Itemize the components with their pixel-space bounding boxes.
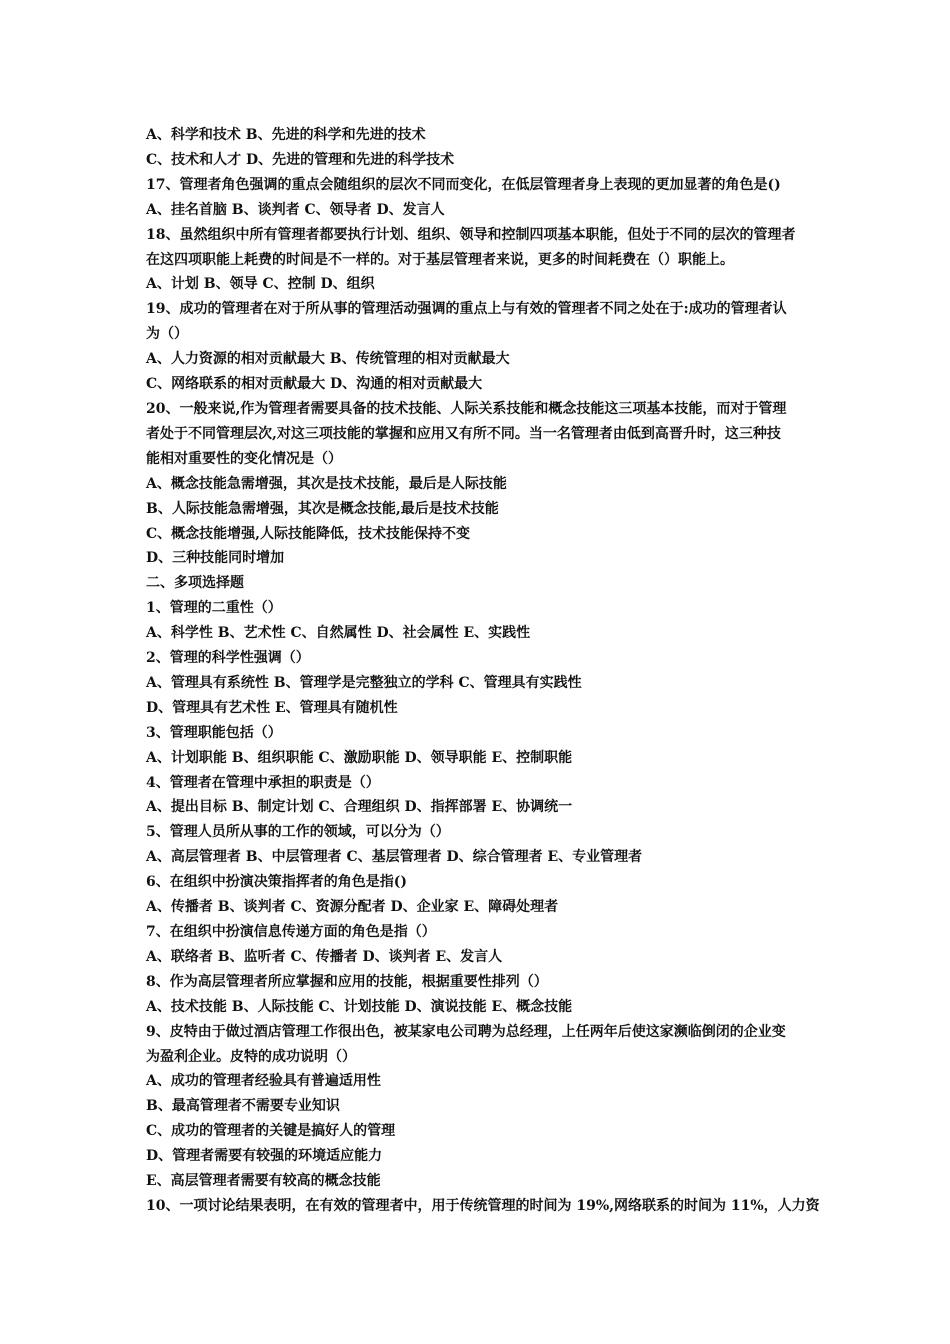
text-line: 在这四项职能上耗费的时间是不一样的。对于基层管理者来说，更多的时间耗费在（）职能上。 (146, 251, 734, 268)
mc-question-5: 5、管理人员所从事的工作的领域，可以分为（） (146, 824, 450, 841)
text-line: A、计划职能 B、组织职能 C、激励职能 D、领导职能 E、控制职能 (146, 749, 573, 766)
text-line: A、提出目标 B、制定计划 C、合理组织 D、指挥部署 E、协调统一 (146, 799, 573, 816)
text-line: A、挂名首脑 B、谈判者 C、领导者 D、发言人 (146, 201, 445, 218)
text-line: A、高层管理者 B、中层管理者 C、基层管理者 D、综合管理者 E、专业管理者 (146, 849, 643, 866)
text-line: A、管理具有系统性 B、管理学是完整独立的学科 C、管理具有实践性 (146, 674, 582, 691)
text-line: A、联络者 B、监听者 C、传播者 D、谈判者 E、发言人 (146, 948, 503, 965)
question-18: 18、虽然组织中所有管理者都要执行计划、组织、领导和控制四项基本职能，但处于不同的层次的管理者 (146, 226, 796, 243)
mc-question-10: 10、一项讨论结果表明，在有效的管理者中，用于传统管理的时间为 19%,网络联系的时间为 11%，人力资 (146, 1197, 820, 1214)
text-line: A、科学性 B、艺术性 C、自然属性 D、社会属性 E、实践性 (146, 625, 531, 642)
text-line: A、传播者 B、谈判者 C、资源分配者 D、企业家 E、障碍处理者 (146, 899, 559, 916)
text-line: A、计划 B、领导 C、控制 D、组织 (146, 276, 375, 293)
question-17: 17、管理者角色强调的重点会随组织的层次不同而变化，在低层管理者身上表现的更加显著的角色是() (146, 176, 781, 193)
text-line: 能相对重要性的变化情况是（） (146, 450, 342, 467)
mc-question-8: 8、作为高层管理者所应掌握和应用的技能，根据重要性排列（） (146, 973, 548, 990)
mc-question-6: 6、在组织中扮演决策指挥者的角色是指() (146, 874, 407, 891)
mc-question-3: 3、管理职能包括（） (146, 724, 282, 741)
text-line: E、高层管理者需要有较高的概念技能 (146, 1173, 381, 1190)
text-line: C、成功的管理者的关键是搞好人的管理 (146, 1123, 396, 1140)
text-line: B、最高管理者不需要专业知识 (146, 1098, 340, 1115)
text-line: A、科学和技术 B、先进的科学和先进的技术 (146, 127, 426, 143)
mc-question-7: 7、在组织中扮演信息传递方面的角色是指（） (146, 924, 436, 940)
text-line: C、网络联系的相对贡献最大 D、沟通的相对贡献最大 (146, 376, 483, 393)
section-heading: 二、多项选择题 (146, 575, 244, 592)
text-line: B、人际技能急需增强，其次是概念技能,最后是技术技能 (146, 500, 499, 517)
mc-question-9: 9、皮特由于做过酒店管理工作很出色，被某家电公司聘为总经理，上任两年后使这家濒临倒闭的企业变 (146, 1023, 786, 1040)
text-line: D、三种技能同时增加 (146, 550, 285, 567)
text-line: C、技术和人才 D、先进的管理和先进的科学技术 (146, 151, 455, 168)
text-line: D、管理者需要有较强的环境适应能力 (146, 1148, 383, 1165)
text-line: 为（） (146, 326, 188, 343)
text-line: D、管理具有艺术性 E、管理具有随机性 (146, 699, 398, 716)
question-19: 19、成功的管理者在对于所从事的管理活动强调的重点上与有效的管理者不同之处在于:成功的管理者认 (146, 301, 787, 318)
document-page (146, 123, 820, 1219)
mc-question-4: 4、管理者在管理中承担的职责是（） (146, 774, 380, 791)
text-line: A、成功的管理者经验具有普遍适用性 (146, 1073, 381, 1090)
question-20: 20、一般来说,作为管理者需要具备的技术技能、人际关系技能和概念技能这三项基本技能，而对于管理 (146, 400, 787, 417)
text-line: 者处于不同管理层次,对这三项技能的掌握和应用又有所不同。当一名管理者由低到高晋升时，这三种技 (146, 425, 781, 442)
mc-question-1: 1、管理的二重性（） (146, 600, 282, 617)
mc-question-2: 2、管理的科学性强调（） (146, 650, 310, 667)
text-line: 为盈利企业。皮特的成功说明（） (146, 1048, 356, 1065)
text-line: A、技术技能 B、人际技能 C、计划技能 D、演说技能 E、概念技能 (146, 998, 573, 1015)
text-line: A、概念技能急需增强，其次是技术技能，最后是人际技能 (146, 475, 507, 492)
text-line: A、人力资源的相对贡献最大 B、传统管理的相对贡献最大 (146, 351, 510, 368)
text-line: C、概念技能增强,人际技能降低，技术技能保持不变 (146, 525, 471, 542)
